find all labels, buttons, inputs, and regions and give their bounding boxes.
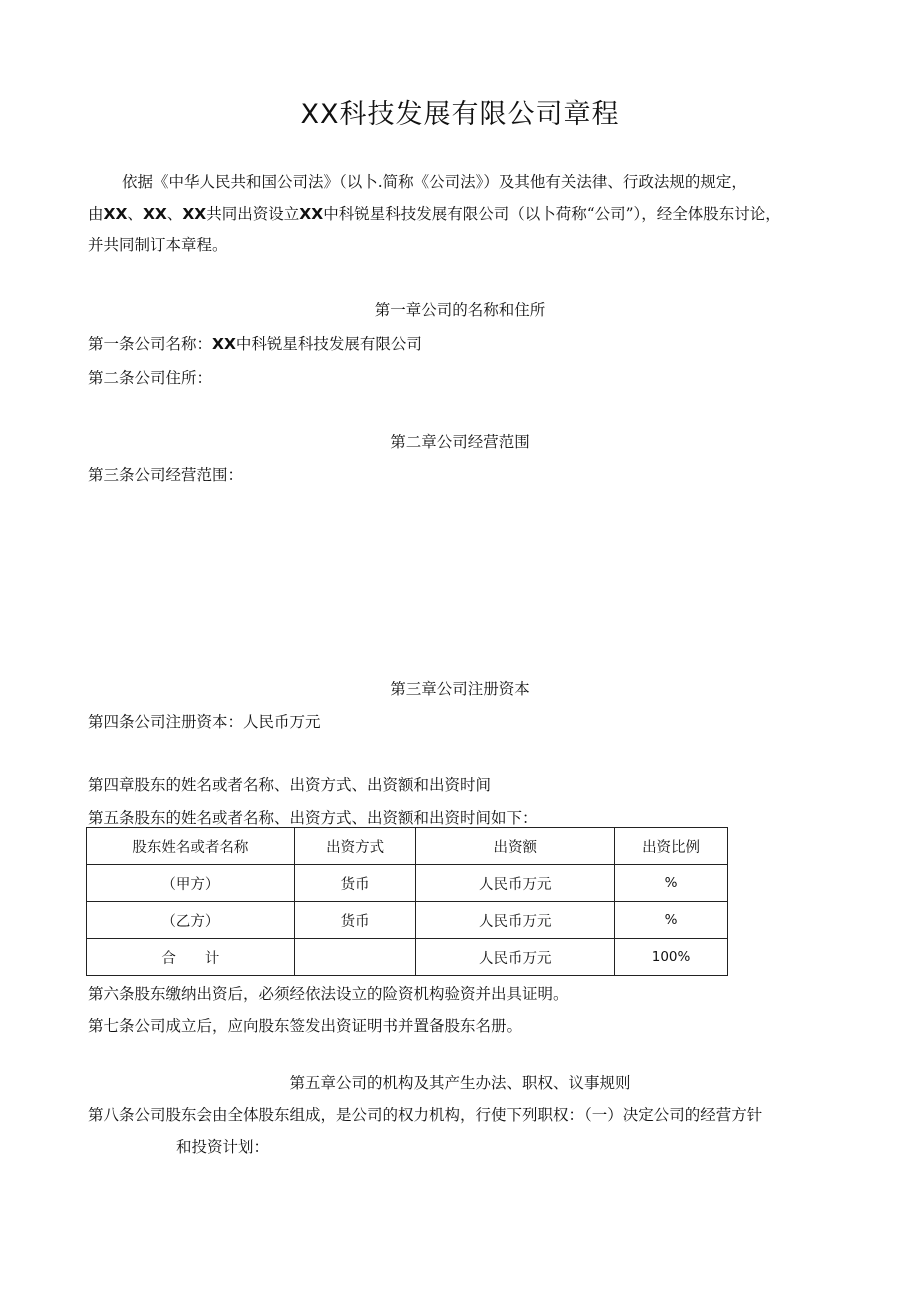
company-prefix-placeholder: XX: [212, 335, 236, 353]
intro-rest: 中科锐星科技发展有限公司（以卜荷称“公司”），经全体股东讨论，: [323, 205, 781, 223]
article-8-line-1: 第八条公司股东会由全体股东组成，是公司的权力机构，行使下列职权：（一）决定公司的经营方针: [88, 1106, 763, 1124]
table-cell: 人民币万元: [416, 939, 615, 976]
table-cell: %: [615, 902, 728, 939]
separator: 、: [166, 205, 183, 223]
article-2: 第二条公司住所：: [88, 369, 213, 387]
chapter-3-heading: 第三章公司注册资本: [390, 680, 530, 698]
separator: 、: [127, 205, 143, 223]
shareholder-placeholder-1: XX: [103, 205, 128, 223]
intro-line-3: 并共同制订本章程。: [88, 236, 228, 254]
table-cell: 人民币万元: [416, 902, 615, 939]
article-7: 第七条公司成立后，应向股东签发出资证明书并置备股东名册。: [88, 1017, 523, 1035]
table-header-cell: 出资方式: [294, 828, 416, 865]
document-title: XX科技发展有限公司章程: [300, 99, 620, 130]
table-header-cell: 出资额: [416, 828, 615, 865]
intro-line-1: 依据《中华人民共和国公司法》（以卜.简称《公司法》）及其他有关法律、行政法规的规定，: [122, 173, 747, 191]
intro-line-2: [88, 202, 781, 224]
table-header-cell: 出资比例: [615, 828, 728, 865]
chapter-5-heading: 第五章公司的机构及其产生办法、职权、议事规则: [289, 1074, 631, 1092]
chapter-1-heading: 第一章公司的名称和住所: [374, 301, 546, 319]
article-1-value: 中科锐星科技发展有限公司: [235, 335, 422, 353]
table-cell: 合 计: [87, 939, 295, 976]
article-3: 第三条公司经营范围：: [88, 466, 244, 484]
table-cell: 100%: [615, 939, 728, 976]
intro-mid: 共同出资设立: [206, 205, 300, 223]
table-row: [87, 902, 728, 939]
table-row: [87, 865, 728, 902]
table-cell: %: [615, 865, 728, 902]
article-1-label: 第一条公司名称：: [88, 335, 213, 353]
table-cell: 人民币万元: [416, 865, 615, 902]
article-5: 第五条股东的姓名或者名称、出资方式、出资额和出资时间如下：: [88, 809, 538, 827]
table-cell: 货币: [294, 865, 416, 902]
table-header-cell: 股东姓名或者名称: [87, 828, 295, 865]
table-row: [87, 939, 728, 976]
article-1: [88, 332, 422, 354]
intro-prefix: 由: [88, 205, 104, 223]
capital-contribution-table: [86, 827, 728, 976]
shareholder-placeholder-3: XX: [182, 205, 207, 223]
table-cell: [294, 939, 416, 976]
company-prefix-placeholder: XX: [299, 205, 324, 223]
article-6: 第六条股东缴纳出资后，必须经依法设立的险资机构验资并出具证明。: [88, 985, 569, 1003]
table-cell: （乙方）: [87, 902, 295, 939]
table-cell: （甲方）: [87, 865, 295, 902]
shareholder-placeholder-2: XX: [142, 205, 167, 223]
chapter-2-heading: 第二章公司经营范围: [390, 433, 530, 451]
chapter-4-heading: 第四章股东的姓名或者名称、出资方式、出资额和出资时间: [88, 776, 492, 794]
article-4: 第四条公司注册资本：人民币万元: [88, 713, 321, 731]
article-8-line-2: 和投资计划：: [176, 1138, 270, 1156]
table-cell: 货币: [294, 902, 416, 939]
table-header-row: [87, 828, 728, 865]
